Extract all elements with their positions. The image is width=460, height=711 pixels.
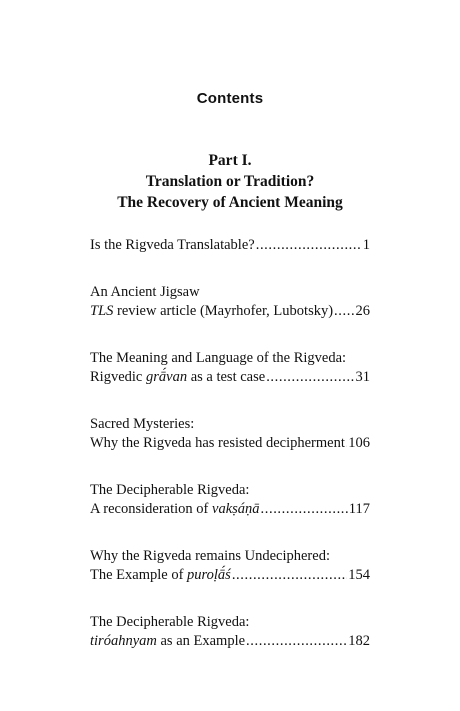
toc-entry-text: tiróahnyam as an Example bbox=[90, 633, 246, 649]
part-number: Part I. bbox=[208, 152, 252, 169]
toc-entry-line bbox=[90, 368, 370, 387]
contents-heading: Contents bbox=[196, 90, 264, 107]
toc-page-number: 31 bbox=[355, 369, 370, 385]
toc-entry-text: Rigvedic grā́van as a test case bbox=[90, 369, 266, 385]
toc-entry[interactable] bbox=[90, 236, 370, 255]
toc-entry-line bbox=[90, 236, 370, 255]
toc-entry-line bbox=[90, 566, 370, 585]
toc-entry-title: The Decipherable Rigveda: bbox=[90, 482, 250, 498]
toc-entry-title: An Ancient Jigsaw bbox=[90, 284, 200, 300]
toc-entry[interactable] bbox=[90, 415, 370, 453]
toc-entry[interactable] bbox=[90, 481, 370, 519]
toc-entry-line bbox=[90, 302, 370, 321]
toc-page-number: 117 bbox=[348, 501, 370, 517]
toc-entry-italic: TLS bbox=[90, 303, 114, 319]
toc-entry-title: Sacred Mysteries: bbox=[90, 416, 195, 432]
toc-entry-line bbox=[90, 632, 370, 651]
table-of-contents bbox=[90, 236, 370, 679]
dot-leader bbox=[246, 632, 347, 651]
toc-entry-text: TLS review article (Mayrhofer, Lubotsky) bbox=[90, 303, 334, 319]
toc-entry-title: The Decipherable Rigveda: bbox=[90, 614, 250, 630]
dot-leader bbox=[266, 368, 354, 387]
dot-leader bbox=[346, 434, 347, 453]
toc-entry-line bbox=[90, 500, 370, 519]
toc-entry-text: The Example of puroḷā́ś bbox=[90, 567, 231, 583]
dot-leader bbox=[232, 566, 347, 585]
dot-leader bbox=[256, 236, 362, 255]
toc-page-number: 26 bbox=[355, 303, 370, 319]
toc-entry[interactable] bbox=[90, 283, 370, 321]
toc-entry[interactable] bbox=[90, 613, 370, 651]
toc-page-number: 182 bbox=[348, 633, 370, 649]
toc-entry[interactable] bbox=[90, 547, 370, 585]
toc-page-number: 154 bbox=[348, 567, 370, 583]
toc-entry-italic: vakṣáṇā bbox=[212, 501, 260, 517]
toc-entry-title: Why the Rigveda remains Undeciphered: bbox=[90, 548, 330, 564]
toc-entry[interactable] bbox=[90, 349, 370, 387]
part-title: Translation or Tradition? bbox=[145, 173, 315, 190]
toc-page-number: 1 bbox=[362, 237, 370, 253]
toc-entry-line bbox=[90, 434, 370, 453]
toc-page-number: 106 bbox=[348, 435, 370, 451]
part-heading bbox=[0, 150, 460, 213]
toc-entry-title: The Meaning and Language of the Rigveda: bbox=[90, 350, 347, 366]
toc-entry-italic: grā́van bbox=[145, 369, 188, 385]
toc-entry-text: A reconsideration of vakṣáṇā bbox=[90, 501, 260, 517]
toc-entry-italic: tiróahnyam bbox=[90, 633, 157, 649]
toc-entry-text: Is the Rigveda Translatable? bbox=[90, 237, 255, 253]
part-subtitle: The Recovery of Ancient Meaning bbox=[117, 194, 343, 211]
toc-entry-italic: puroḷā́ś bbox=[187, 567, 231, 583]
toc-entry-text: Why the Rigveda has resisted decipherment bbox=[90, 435, 345, 451]
dot-leader bbox=[261, 500, 348, 519]
dot-leader bbox=[334, 302, 354, 321]
